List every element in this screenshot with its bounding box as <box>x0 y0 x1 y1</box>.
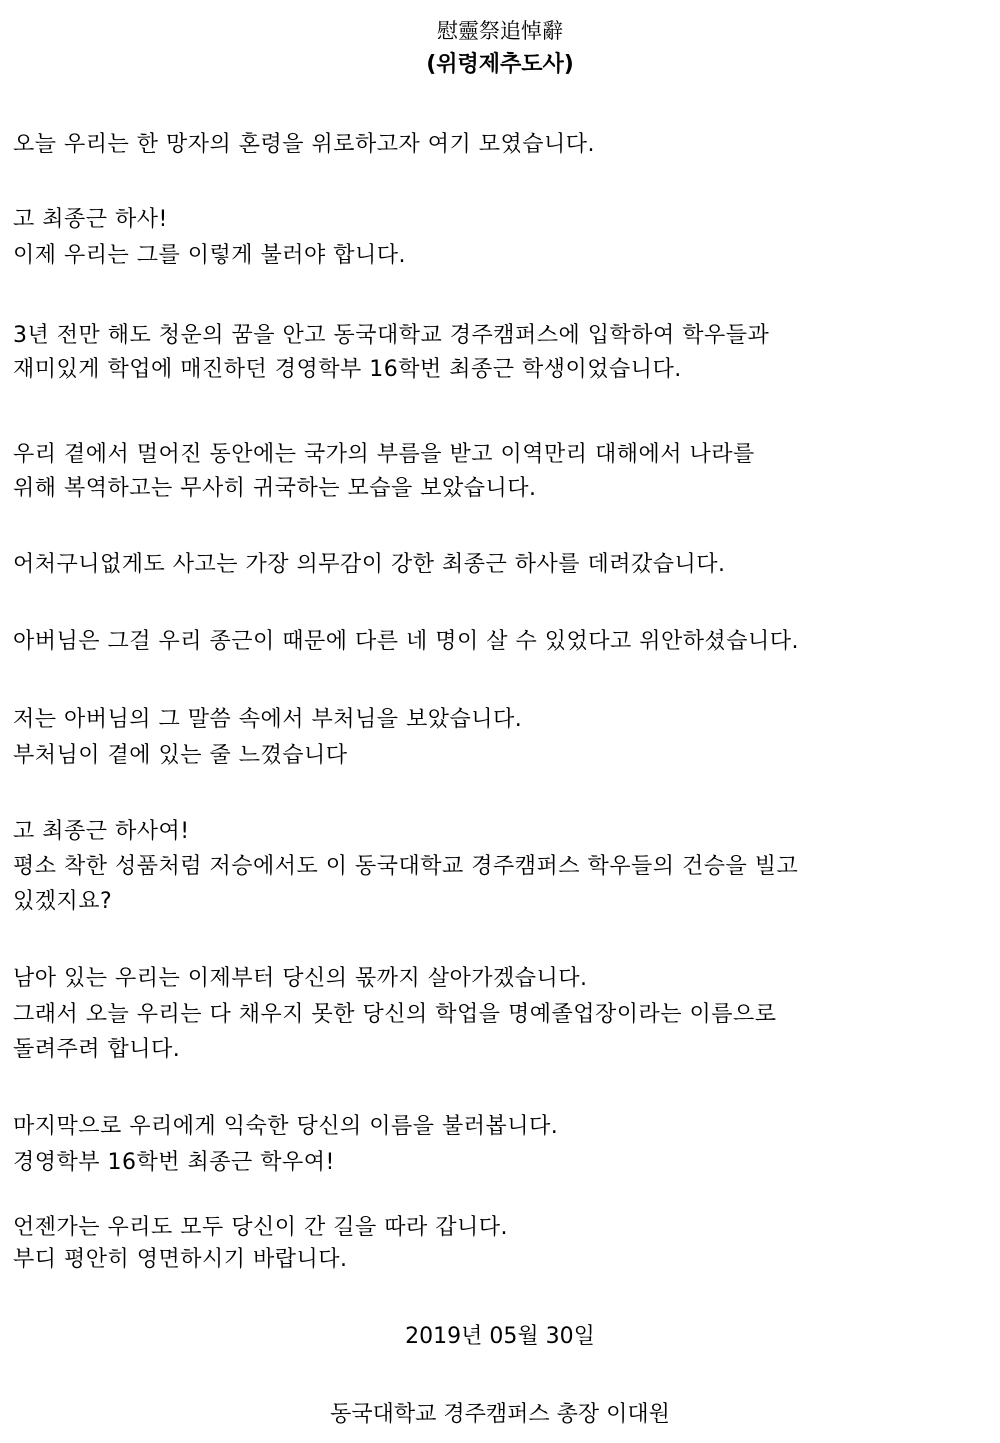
paragraph-3-line-2: 재미있게 학업에 매진하던 경영학부 16학번 최종근 학생이었습니다. <box>13 357 682 382</box>
paragraph-10-line-2: 경영학부 16학번 최종근 학우여! <box>13 1150 335 1175</box>
paragraph-8-line-3: 있겠지요? <box>13 889 113 914</box>
paragraph-10-line-1: 마지막으로 우리에게 익숙한 당신의 이름을 불러봅니다. <box>13 1114 559 1139</box>
paragraph-8-line-2: 평소 착한 성품처럼 저승에서도 이 동국대학교 경주캠퍼스 학우들의 건승을 빌고 <box>13 854 799 879</box>
document-date: 2019년 05월 30일 <box>405 1324 595 1349</box>
paragraph-8-line-1: 고 최종근 하사여! <box>13 819 190 844</box>
paragraph-6-line-1: 아버님은 그걸 우리 종근이 때문에 다른 네 명이 살 수 있었다고 위안하셨습니다. <box>13 629 799 654</box>
paragraph-9-line-3: 돌려주려 합니다. <box>13 1037 181 1062</box>
title-hangul: (위령제추도사) <box>426 52 574 77</box>
paragraph-7-line-2: 부처님이 곁에 있는 줄 느꼈습니다 <box>13 743 348 768</box>
paragraph-1-line-1: 오늘 우리는 한 망자의 혼령을 위로하고자 여기 모였습니다. <box>13 132 595 157</box>
paragraph-5-line-1: 어처구니없게도 사고는 가장 의무감이 강한 최종근 하사를 데려갔습니다. <box>13 552 726 577</box>
paragraph-4-line-1: 우리 곁에서 멀어진 동안에는 국가의 부름을 받고 이역만리 대해에서 나라를 <box>13 442 755 467</box>
paragraph-2-line-2: 이제 우리는 그를 이렇게 불러야 합니다. <box>13 243 406 268</box>
paragraph-4-line-2: 위해 복역하고는 무사히 귀국하는 모습을 보았습니다. <box>13 476 537 501</box>
paragraph-9-line-2: 그래서 오늘 우리는 다 채우지 못한 당신의 학업을 명예졸업장이라는 이름으로 <box>13 1002 777 1027</box>
paragraph-3-line-1: 3년 전만 해도 청운의 꿈을 안고 동국대학교 경주캠퍼스에 입학하여 학우들과 <box>13 323 770 348</box>
paragraph-11-line-1: 언젠가는 우리도 모두 당신이 간 길을 따라 갑니다. <box>13 1215 508 1240</box>
paragraph-2-line-1: 고 최종근 하사! <box>13 207 168 232</box>
paragraph-9-line-1: 남아 있는 우리는 이제부터 당신의 몫까지 살아가겠습니다. <box>13 966 588 991</box>
paragraph-7-line-1: 저는 아버님의 그 말씀 속에서 부처님을 보았습니다. <box>13 707 523 732</box>
paragraph-11-line-2: 부디 평안히 영면하시기 바랍니다. <box>13 1247 348 1272</box>
signature: 동국대학교 경주캠퍼스 총장 이대원 <box>330 1402 670 1427</box>
title-hanja: 慰靈祭追悼辭 <box>437 19 563 43</box>
